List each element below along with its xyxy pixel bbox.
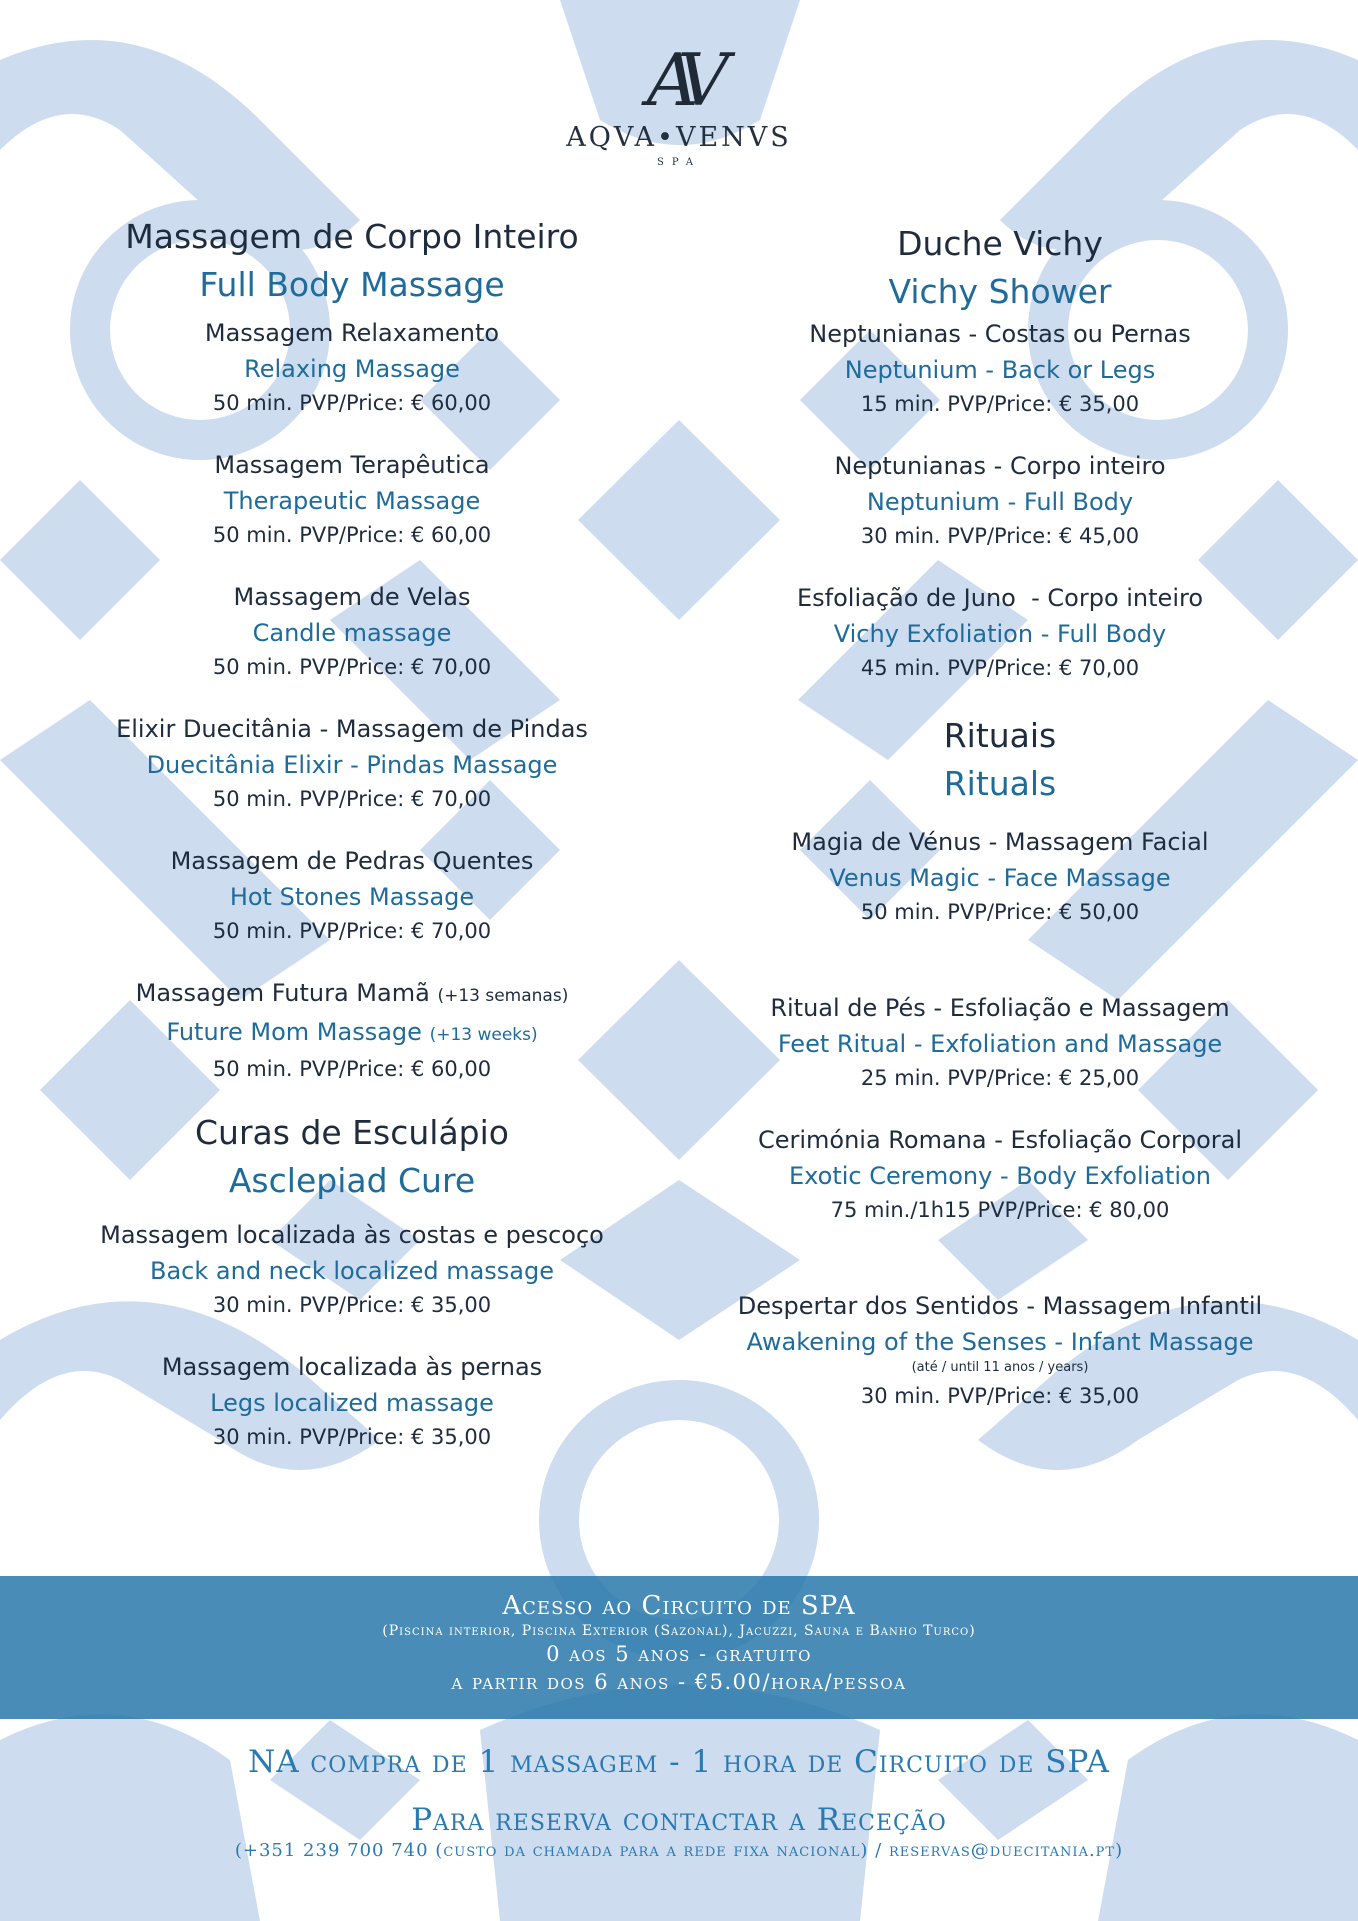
item-age-note: (até / until 11 anos / years) bbox=[911, 1360, 1089, 1375]
section-subtitle: Asclepiad Cure bbox=[228, 1161, 476, 1200]
item-name-pt: Elixir Duecitânia - Massagem de Pindas bbox=[116, 715, 588, 743]
section-subtitle: Vichy Shower bbox=[888, 272, 1112, 311]
item-note-en: (+13 weeks) bbox=[429, 1025, 538, 1045]
item-name-en: Legs localized massage bbox=[210, 1389, 494, 1417]
footer-offer: NA compra de 1 massagem - 1 hora de Circuito de SPA bbox=[248, 1744, 1110, 1780]
item-name-pt: Massagem de Velas bbox=[233, 583, 471, 611]
item-name-en: Neptunium - Full Body bbox=[866, 488, 1134, 516]
section-full-body-massage bbox=[72, 213, 632, 309]
menu-item bbox=[710, 1288, 1290, 1412]
item-name-pt: Cerimónia Romana - Esfoliação Corporal bbox=[757, 1126, 1243, 1154]
section-title: Rituais bbox=[943, 716, 1057, 755]
banner-subtitle: (Piscina interior, Piscina Exterior (Sazonal), Jacuzzi, Sauna e Banho Turco) bbox=[382, 1623, 976, 1639]
section-title: Massagem de Corpo Inteiro bbox=[125, 217, 579, 256]
menu-item bbox=[710, 448, 1290, 552]
footer-booking: Para reserva contactar a Receção bbox=[411, 1802, 947, 1838]
item-name-pt: Despertar dos Sentidos - Massagem Infantil bbox=[737, 1292, 1263, 1320]
menu-item bbox=[72, 315, 632, 419]
item-price: 15 min. PVP/Price: € 35,00 bbox=[860, 392, 1140, 416]
menu-item bbox=[72, 1349, 632, 1453]
banner-line-price: a partir dos 6 anos - €5.00/hora/pessoa bbox=[451, 1670, 907, 1694]
menu-item bbox=[72, 447, 632, 551]
section-asclepiad-cure bbox=[72, 1109, 632, 1205]
item-price: 50 min. PVP/Price: € 70,00 bbox=[212, 787, 492, 811]
brand-subtitle: SPA bbox=[657, 157, 701, 168]
item-price: 50 min. PVP/Price: € 60,00 bbox=[212, 1057, 492, 1081]
item-name-pt: Massagem de Pedras Quentes bbox=[170, 847, 534, 875]
menu-item bbox=[710, 990, 1290, 1094]
menu-item bbox=[710, 316, 1290, 420]
item-name-en: Venus Magic - Face Massage bbox=[829, 864, 1171, 892]
item-name-en: Feet Ritual - Exfoliation and Massage bbox=[777, 1030, 1223, 1058]
item-name-pt-text: Massagem Futura Mamã bbox=[135, 979, 430, 1007]
item-name-en: Candle massage bbox=[252, 619, 452, 647]
item-name-en: Back and neck localized massage bbox=[150, 1257, 554, 1285]
item-name-pt: Ritual de Pés - Esfoliação e Massagem bbox=[770, 994, 1230, 1022]
item-name-pt: Neptunianas - Costas ou Pernas bbox=[809, 320, 1191, 348]
spa-circuit-banner bbox=[0, 1576, 1358, 1719]
banner-line-free: 0 aos 5 anos - gratuito bbox=[546, 1642, 812, 1666]
item-price: 30 min. PVP/Price: € 35,00 bbox=[212, 1425, 492, 1449]
section-title: Curas de Esculápio bbox=[195, 1113, 509, 1152]
item-name-en: Awakening of the Senses - Infant Massage bbox=[746, 1328, 1254, 1356]
section-title: Duche Vichy bbox=[897, 224, 1103, 263]
menu-item bbox=[72, 843, 632, 947]
section-rituals bbox=[710, 712, 1290, 808]
menu-item bbox=[72, 711, 632, 815]
item-name-en: Relaxing Massage bbox=[244, 355, 460, 383]
item-price: 50 min. PVP/Price: € 70,00 bbox=[212, 655, 492, 679]
brand-monogram: AV bbox=[646, 38, 712, 122]
item-name-pt: Massagem localizada às pernas bbox=[161, 1353, 543, 1381]
item-price: 50 min. PVP/Price: € 50,00 bbox=[860, 900, 1140, 924]
item-name-pt bbox=[72, 975, 632, 1014]
section-subtitle: Full Body Massage bbox=[199, 265, 505, 304]
item-name-pt: Massagem Relaxamento bbox=[204, 319, 500, 347]
item-price: 75 min./1h15 PVP/Price: € 80,00 bbox=[830, 1198, 1170, 1222]
menu-item bbox=[72, 579, 632, 683]
item-price: 50 min. PVP/Price: € 60,00 bbox=[212, 391, 492, 415]
item-note-pt: (+13 semanas) bbox=[437, 986, 569, 1006]
item-name-pt: Massagem Terapêutica bbox=[214, 451, 490, 479]
footer-contact: (+351 239 700 740 (custo da chamada para a rede fixa nacional) / reservas@duecitania.pt) bbox=[234, 1840, 1124, 1861]
item-name-en bbox=[72, 1014, 632, 1053]
right-column bbox=[710, 220, 1290, 1440]
banner-title: Acesso ao Circuito de SPA bbox=[502, 1591, 856, 1621]
item-name-en: Vichy Exfoliation - Full Body bbox=[833, 620, 1167, 648]
menu-item bbox=[72, 1217, 632, 1321]
menu-item bbox=[710, 824, 1290, 928]
section-vichy-shower bbox=[710, 220, 1290, 316]
brand-logo bbox=[529, 40, 829, 168]
brand-name: AQVA•VENVS bbox=[566, 122, 792, 153]
item-price: 50 min. PVP/Price: € 60,00 bbox=[212, 523, 492, 547]
item-name-en-text: Future Mom Massage bbox=[166, 1018, 422, 1046]
item-price: 30 min. PVP/Price: € 35,00 bbox=[212, 1293, 492, 1317]
item-name-pt: Esfoliação de Juno - Corpo inteiro bbox=[796, 584, 1204, 612]
menu-item bbox=[72, 975, 632, 1085]
item-price: 25 min. PVP/Price: € 25,00 bbox=[860, 1066, 1140, 1090]
item-name-en: Hot Stones Massage bbox=[229, 883, 475, 911]
item-price: 45 min. PVP/Price: € 70,00 bbox=[860, 656, 1140, 680]
item-price: 30 min. PVP/Price: € 45,00 bbox=[860, 524, 1140, 548]
item-price: 30 min. PVP/Price: € 35,00 bbox=[860, 1384, 1140, 1408]
menu-item bbox=[710, 1122, 1290, 1226]
item-name-en: Duecitânia Elixir - Pindas Massage bbox=[146, 751, 558, 779]
item-name-pt: Neptunianas - Corpo inteiro bbox=[834, 452, 1166, 480]
menu-item bbox=[710, 580, 1290, 684]
section-subtitle: Rituals bbox=[943, 764, 1057, 803]
item-price: 50 min. PVP/Price: € 70,00 bbox=[212, 919, 492, 943]
item-name-en: Therapeutic Massage bbox=[223, 487, 481, 515]
item-name-en: Neptunium - Back or Legs bbox=[844, 356, 1156, 384]
item-name-pt: Massagem localizada às costas e pescoço bbox=[100, 1221, 604, 1249]
item-name-pt: Magia de Vénus - Massagem Facial bbox=[791, 828, 1209, 856]
left-column bbox=[72, 213, 632, 1481]
item-name-en: Exotic Ceremony - Body Exfoliation bbox=[789, 1162, 1211, 1190]
